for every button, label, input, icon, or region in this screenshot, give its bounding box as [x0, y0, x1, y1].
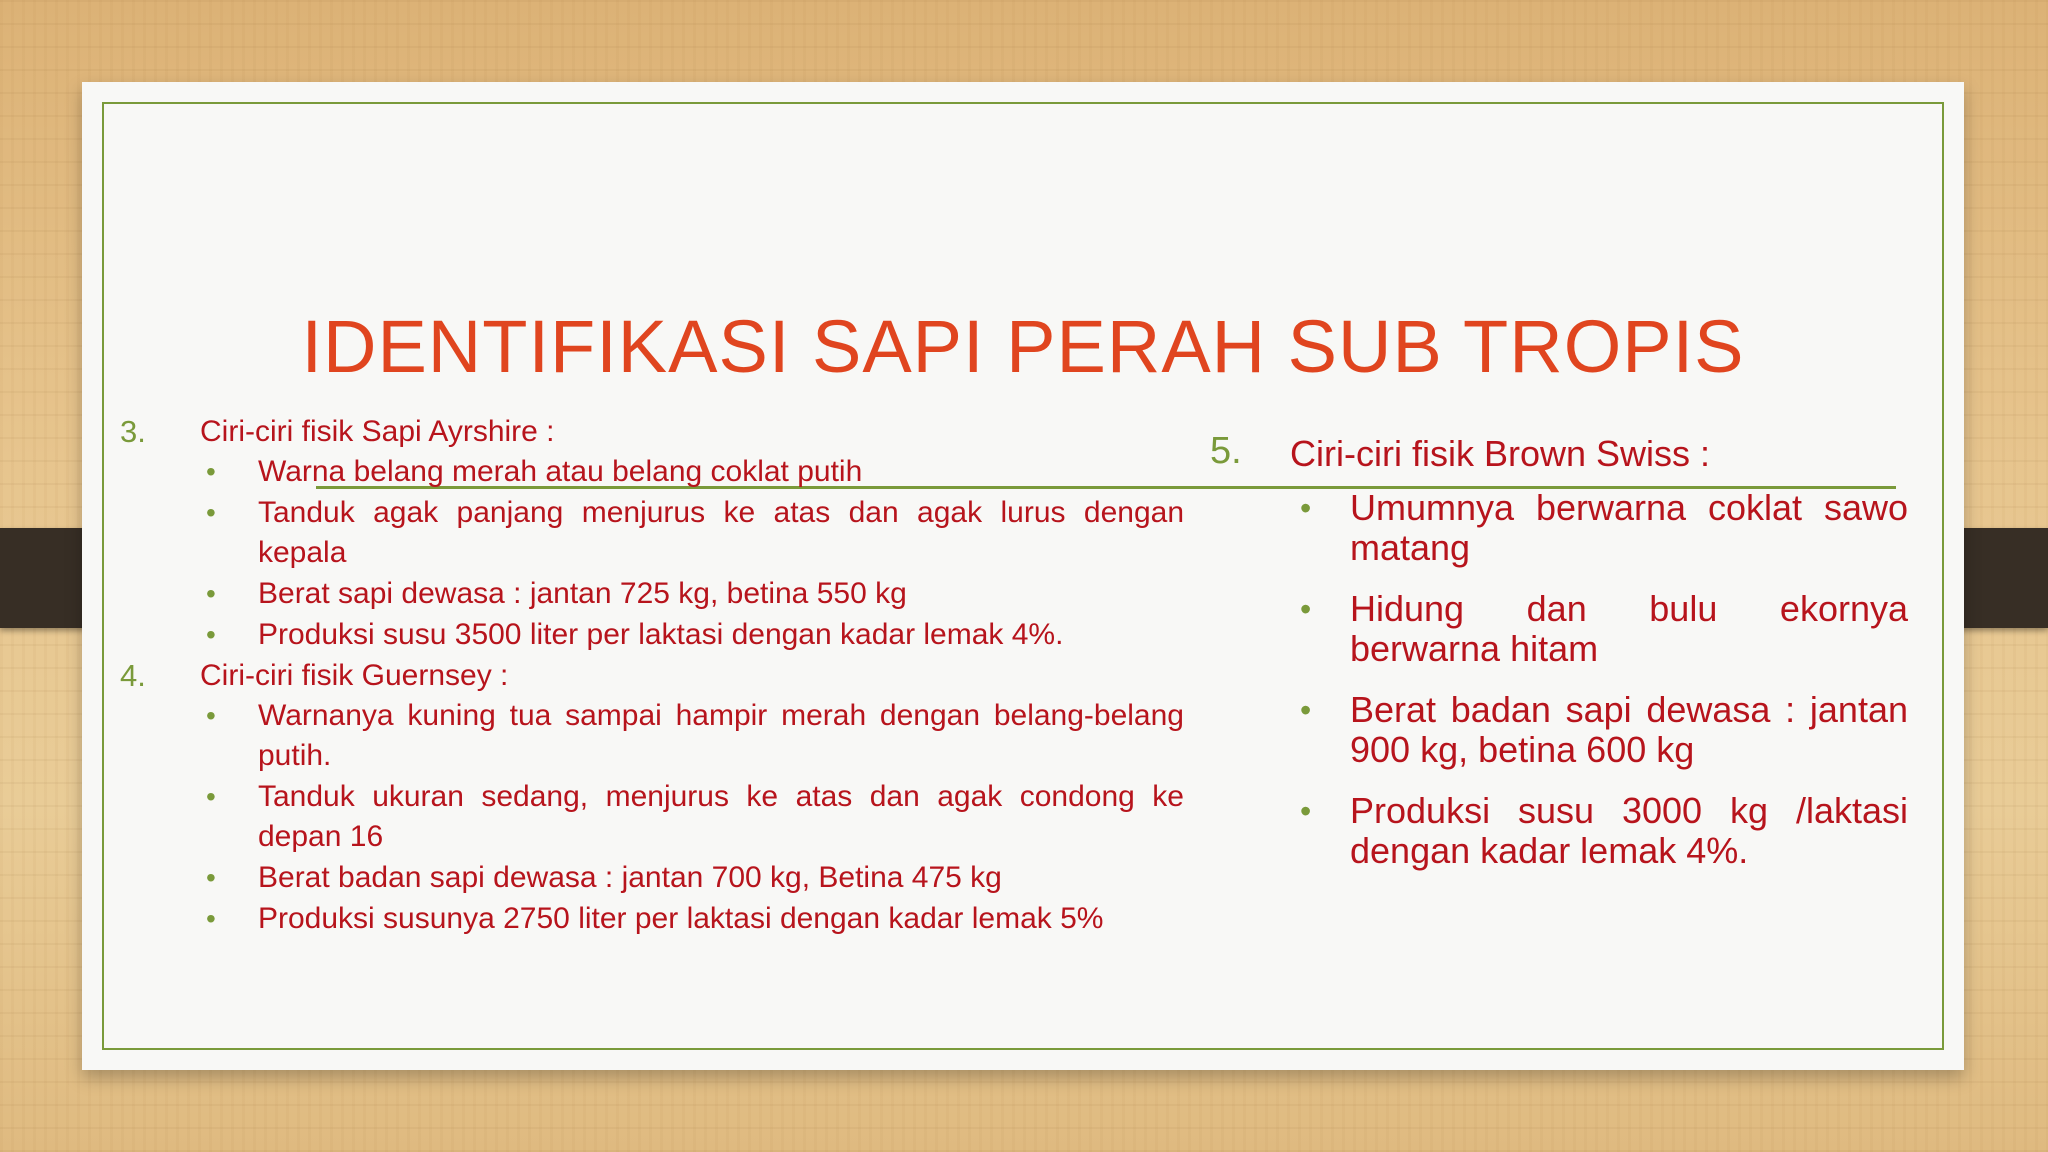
- list-item-text: Produksi susunya 2750 liter per laktasi dengan kadar lemak 5%: [258, 902, 1104, 935]
- bullet-icon: •: [206, 497, 216, 528]
- right-column: [1210, 428, 1908, 892]
- list-item: [1300, 790, 1908, 871]
- item-heading: Ciri-ciri fisik Brown Swiss :: [1290, 433, 1711, 474]
- list-item-text: Produksi susu 3000 kg /laktasi dengan kadar lemak 4%.: [1350, 790, 1908, 871]
- bullet-list: [120, 696, 1184, 939]
- numbered-item-brown-swiss: [1210, 428, 1908, 871]
- list-item: [1300, 689, 1908, 770]
- list-item-text: Berat badan sapi dewasa : jantan 900 kg, betina 600 kg: [1350, 689, 1908, 770]
- item-number: 4.: [120, 658, 146, 693]
- bullet-icon: •: [206, 903, 216, 934]
- bullet-list: [120, 452, 1184, 655]
- list-item: [206, 696, 1184, 776]
- list-item: [206, 493, 1184, 573]
- numbered-item-guernsey: [120, 656, 1184, 939]
- list-item: [1300, 487, 1908, 568]
- list-item: [1300, 588, 1908, 669]
- item-heading: Ciri-ciri fisik Sapi Ayrshire :: [200, 415, 555, 448]
- bullet-list: [1210, 488, 1908, 871]
- list-item: [206, 574, 1184, 614]
- list-item-text: Berat badan sapi dewasa : jantan 700 kg, Betina 475 kg: [258, 861, 1002, 894]
- left-column: [120, 412, 1184, 940]
- list-item-text: Tanduk ukuran sedang, menjurus ke atas dan agak condong ke depan 16: [258, 780, 1184, 853]
- list-item-text: Hidung dan bulu ekornya berwarna hitam: [1350, 588, 1908, 669]
- bullet-icon: •: [206, 781, 216, 812]
- bullet-icon: •: [206, 456, 216, 487]
- list-item: [206, 899, 1184, 939]
- bullet-icon: •: [206, 700, 216, 731]
- item-number: 5.: [1210, 430, 1242, 472]
- item-number: 3.: [120, 414, 146, 449]
- bullet-icon: •: [206, 578, 216, 609]
- list-item-text: Produksi susu 3500 liter per laktasi dengan kadar lemak 4%.: [258, 618, 1064, 651]
- list-item-text: Umumnya berwarna coklat sawo matang: [1350, 487, 1908, 568]
- bullet-icon: •: [1300, 793, 1312, 829]
- list-item: [206, 615, 1184, 655]
- list-item-text: Tanduk agak panjang menjurus ke atas dan agak lurus dengan kepala: [258, 496, 1184, 569]
- list-item: [206, 452, 1184, 492]
- list-item-text: Warna belang merah atau belang coklat putih: [258, 455, 863, 488]
- bullet-icon: •: [206, 619, 216, 650]
- bullet-icon: •: [1300, 692, 1312, 728]
- bullet-icon: •: [1300, 490, 1312, 526]
- list-item: [206, 777, 1184, 857]
- list-item: [206, 858, 1184, 898]
- slide-title: IDENTIFIKASI SAPI PERAH SUB TROPIS: [301, 305, 1745, 388]
- list-item-text: Berat sapi dewasa : jantan 725 kg, betina 550 kg: [258, 577, 907, 610]
- numbered-item-ayrshire: [120, 412, 1184, 655]
- item-heading: Ciri-ciri fisik Guernsey :: [200, 659, 509, 692]
- bullet-icon: •: [206, 862, 216, 893]
- list-item-text: Warnanya kuning tua sampai hampir merah dengan belang-belang putih.: [258, 699, 1184, 772]
- bullet-icon: •: [1300, 591, 1312, 627]
